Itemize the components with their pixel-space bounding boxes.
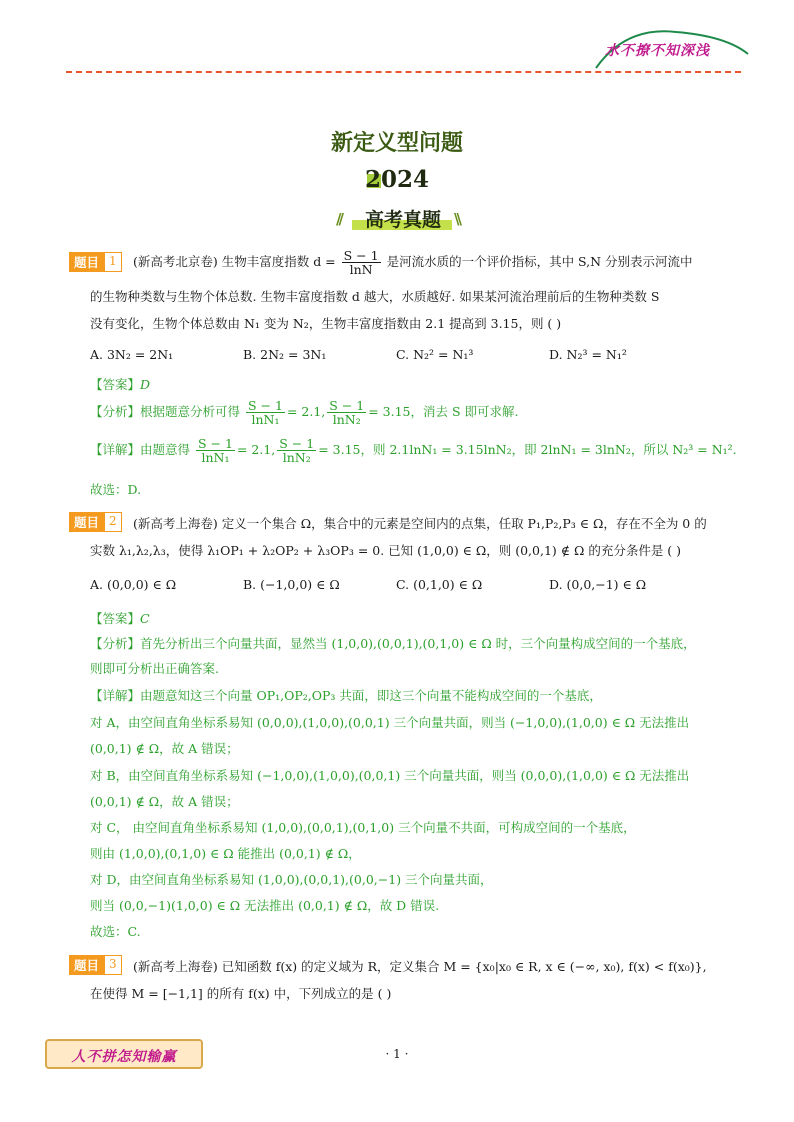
q2-option-a: A. (0,0,0) ∈ Ω	[90, 577, 177, 592]
q1-text-b: 是河流水质的一个评价指标，其中 S,N 分别表示河流中	[386, 254, 693, 270]
header-motto: 水不撩不知深浅	[605, 43, 710, 59]
q2-option-c: C. (0,1,0) ∈ Ω	[396, 577, 483, 592]
detail-fraction-1	[196, 437, 235, 464]
q1-analysis	[90, 399, 518, 426]
q2-detail-8: 对 D，由空间直角坐标系易知 (1,0,0),(0,0,1),(0,0,−1) 三个向量共面，	[90, 872, 493, 887]
q1-fraction	[342, 249, 381, 276]
q2-detail-7: 则由 (1,0,0),(0,1,0) ∈ Ω 能推出 (0,0,1) ∉ Ω，	[90, 846, 361, 861]
detail-label: 【详解】	[90, 442, 141, 458]
question-tag-2	[69, 512, 122, 532]
q2-conclusion: 故选：C.	[90, 924, 141, 939]
q1-line-2: 的生物种类数与生物个体总数. 生物丰富度指数 d 越大，水质越好. 如果某河流治理前后的生物种类数 S	[90, 289, 660, 304]
question-tag-1	[69, 252, 122, 272]
analysis-text-a: 根据题意分析可得	[140, 404, 241, 420]
q1-line-1	[133, 249, 693, 276]
q1-detail	[90, 437, 737, 464]
q1-option-c: C. N₂² = N₁³	[396, 347, 474, 362]
q3-line-1: (新高考上海卷) 已知函数 f(x) 的定义域为 R，定义集合 M = {x₀|x₀ ∈ R, x ∈ (−∞, x₀), f(x) < f(x₀)},	[133, 959, 707, 974]
q2-option-b: B. (−1,0,0) ∈ Ω	[243, 577, 340, 592]
analysis-label: 【分析】	[90, 636, 141, 651]
frac-top: S − 1	[279, 436, 315, 451]
analysis-text: 首先分析出三个向量共面，显然当 (1,0,0),(0,0,1),(0,1,0) ∈ Ω 时，三个向量构成空间的一个基底，	[140, 636, 696, 651]
question-label: 题目	[69, 955, 104, 975]
q2-detail-3: (0,0,1) ∉ Ω，故 A 错误；	[90, 741, 239, 756]
footer-slogan: 人不拼怎知输赢	[71, 1049, 177, 1065]
q3-line-2: 在使得 M = [−1,1] 的所有 f(x) 中，下列成立的是 ( )	[90, 986, 392, 1001]
page-title: 新定义型问题	[330, 131, 463, 156]
q2-answer	[90, 609, 150, 627]
frac-bottom: lnN₂	[282, 450, 311, 466]
frac-top: S − 1	[198, 436, 233, 451]
frac-top: S − 1	[329, 398, 365, 413]
q1-option-a: A. 3N₂ = 2N₁	[90, 347, 174, 362]
q2-detail-4: 对 B，由空间直角坐标系易知 (−1,0,0),(1,0,0),(0,0,1) 三个向量共面，则当 (0,0,0),(1,0,0) ∈ Ω 无法推出	[90, 768, 690, 783]
analysis-fraction-2	[327, 399, 366, 426]
frac-top: S − 1	[248, 398, 283, 413]
detail-label: 【详解】	[90, 688, 141, 703]
q2-option-d: D. (0,0,−1) ∈ Ω	[549, 577, 647, 592]
q2-detail-1	[90, 686, 602, 704]
right-slash-decoration: \\	[454, 210, 459, 228]
header-divider	[66, 71, 741, 73]
q2-detail-9: 则当 (0,0,−1)(1,0,0) ∈ Ω 无法推出 (0,0,1) ∉ Ω，故 D 错误.	[90, 898, 440, 913]
question-tag-3	[69, 955, 122, 975]
frac-bottom: lnN	[349, 262, 373, 278]
left-slash-decoration: //	[336, 210, 341, 228]
q1-conclusion: 故选：D.	[90, 482, 142, 497]
frac-top: S − 1	[343, 248, 379, 263]
page-number: · 1 ·	[385, 1047, 409, 1061]
detail-text-b: = 3.15，则 2.1lnN₁ = 3.15lnN₂，即 2lnN₁ = 3lnN₂，所以 N₂³ = N₁².	[318, 442, 737, 458]
detail-mid: = 2.1,	[236, 442, 276, 458]
detail-text: 由题意知这三个向量 OP₁,OP₂,OP₃ 共面，即这三个向量不能构成空间的一个基底，	[140, 688, 602, 703]
q2-line-2: 实数 λ₁,λ₂,λ₃，使得 λ₁OP₁ + λ₂OP₂ + λ₃OP₃ = 0. 已知 (1,0,0) ∈ Ω，则 (0,0,1) ∉ Ω 的充分条件是 ( )	[90, 543, 682, 558]
question-number: 1	[104, 252, 122, 272]
q1-line-3: 没有变化，生物个体总数由 N₁ 变为 N₂，生物丰富度指数由 2.1 提高到 3.15，则 ( )	[90, 316, 562, 331]
q2-analysis-1	[90, 634, 696, 652]
sub-title-banner	[336, 204, 470, 234]
sub-title: 高考真题	[364, 209, 441, 231]
analysis-text-b: = 3.15，消去 S 即可求解.	[368, 404, 519, 420]
analysis-fraction-1	[246, 399, 285, 426]
q2-detail-6: 对 C， 由空间直角坐标系易知 (1,0,0),(0,0,1),(0,1,0) 三个向量不共面，可构成空间的一个基底，	[90, 820, 636, 835]
frac-bottom: lnN₁	[251, 412, 280, 428]
answer-label: 【答案】	[90, 611, 141, 626]
q1-option-b: B. 2N₂ = 3N₁	[243, 347, 327, 362]
question-number: 3	[104, 955, 122, 975]
answer-label: 【答案】	[90, 377, 141, 392]
frac-bottom: lnN₁	[201, 450, 230, 466]
year-title: 2024	[364, 166, 429, 193]
q2-detail-5: (0,0,1) ∉ Ω，故 A 错误；	[90, 794, 239, 809]
analysis-mid: = 2.1,	[286, 404, 326, 420]
frac-bottom: lnN₂	[332, 412, 361, 428]
analysis-label: 【分析】	[90, 404, 141, 420]
q1-text-a: (新高考北京卷) 生物丰富度指数 d =	[133, 254, 336, 270]
detail-fraction-2	[277, 437, 316, 464]
detail-text-a: 由题意得	[140, 442, 191, 458]
q2-detail-2: 对 A，由空间直角坐标系易知 (0,0,0),(1,0,0),(0,0,1) 三个向量共面，则当 (−1,0,0),(1,0,0) ∈ Ω 无法推出	[90, 715, 690, 730]
question-label: 题目	[69, 252, 104, 272]
q2-line-1: (新高考上海卷) 定义一个集合 Ω，集合中的元素是空间内的点集，任取 P₁,P₂,P₃ ∈ Ω，存在不全为 0 的	[133, 516, 707, 531]
q1-answer	[90, 375, 150, 393]
answer-value: D	[140, 377, 151, 392]
answer-value: C	[140, 611, 150, 626]
q2-analysis-2: 则即可分析出正确答案.	[90, 661, 219, 676]
q1-option-d: D. N₂³ = N₁²	[549, 347, 627, 362]
question-number: 2	[104, 512, 122, 532]
question-label: 题目	[69, 512, 104, 532]
